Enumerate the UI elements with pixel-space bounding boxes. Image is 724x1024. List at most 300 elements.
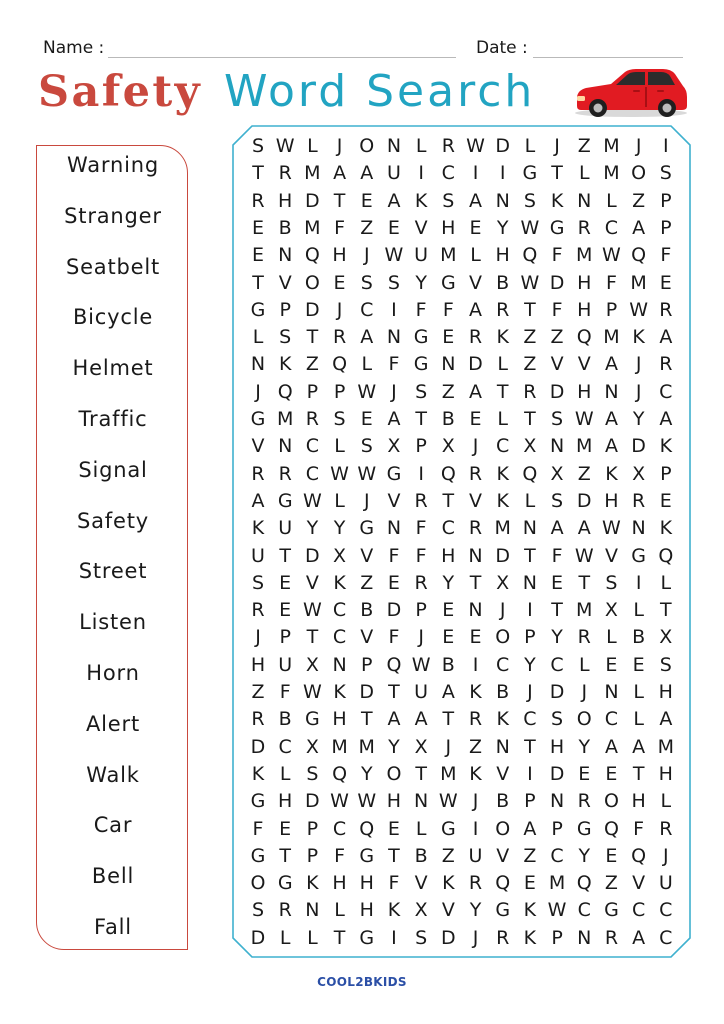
grid-letter[interactable]: D: [495, 135, 510, 157]
grid-letter[interactable]: A: [632, 926, 646, 949]
grid-letter[interactable]: M: [276, 408, 294, 430]
grid-letter[interactable]: D: [576, 489, 592, 512]
grid-letter[interactable]: K: [414, 189, 428, 212]
grid-letter[interactable]: L: [279, 762, 291, 785]
grid-letter[interactable]: V: [604, 544, 618, 567]
grid-letter[interactable]: S: [523, 189, 536, 212]
grid-letter[interactable]: X: [305, 735, 319, 758]
grid-letter[interactable]: F: [605, 271, 617, 294]
grid-letter[interactable]: J: [472, 790, 479, 813]
grid-letter[interactable]: C: [604, 708, 619, 731]
grid-letter[interactable]: W: [438, 790, 458, 813]
grid-letter[interactable]: C: [577, 899, 591, 922]
grid-letter[interactable]: Q: [332, 762, 348, 785]
grid-letter[interactable]: H: [250, 653, 266, 676]
grid-letter[interactable]: F: [551, 544, 563, 567]
grid-letter[interactable]: P: [306, 844, 319, 867]
grid-letter[interactable]: F: [252, 817, 264, 840]
grid-letter[interactable]: D: [250, 926, 266, 949]
grid-letter[interactable]: E: [632, 653, 645, 676]
grid-letter[interactable]: W: [330, 790, 349, 813]
grid-letter[interactable]: T: [306, 626, 319, 649]
grid-letter[interactable]: G: [413, 326, 429, 349]
grid-letter[interactable]: T: [388, 844, 400, 867]
grid-letter[interactable]: C: [523, 708, 537, 731]
grid-letter[interactable]: A: [604, 353, 618, 376]
grid-letter[interactable]: S: [360, 271, 373, 294]
grid-letter[interactable]: G: [522, 162, 538, 185]
grid-letter[interactable]: P: [415, 599, 427, 622]
grid-letter[interactable]: C: [332, 599, 347, 622]
grid-letter[interactable]: A: [469, 298, 482, 321]
grid-letter[interactable]: E: [469, 408, 482, 430]
grid-letter[interactable]: A: [414, 708, 428, 731]
grid-letter[interactable]: N: [549, 790, 565, 813]
grid-letter[interactable]: G: [576, 817, 592, 840]
grid-letter[interactable]: C: [550, 844, 564, 867]
grid-letter[interactable]: E: [251, 216, 264, 239]
grid-letter[interactable]: A: [469, 189, 482, 212]
grid-letter[interactable]: J: [363, 489, 370, 512]
grid-letter[interactable]: F: [334, 844, 346, 867]
grid-letter[interactable]: G: [277, 489, 293, 512]
grid-letter[interactable]: I: [527, 599, 533, 622]
grid-letter[interactable]: I: [418, 462, 424, 485]
grid-letter[interactable]: R: [468, 462, 483, 485]
grid-letter[interactable]: Q: [603, 817, 619, 840]
grid-letter[interactable]: G: [250, 298, 266, 321]
grid-letter[interactable]: R: [496, 926, 510, 949]
grid-letter[interactable]: H: [278, 189, 293, 212]
grid-letter[interactable]: M: [304, 162, 321, 185]
grid-letter[interactable]: P: [551, 926, 563, 949]
grid-letter[interactable]: X: [387, 435, 401, 458]
grid-letter[interactable]: Q: [576, 326, 592, 349]
grid-letter[interactable]: X: [632, 462, 646, 485]
grid-letter[interactable]: R: [278, 899, 292, 922]
grid-letter[interactable]: H: [495, 244, 510, 267]
grid-letter[interactable]: K: [442, 872, 455, 895]
grid-letter[interactable]: L: [660, 571, 672, 594]
grid-letter[interactable]: H: [577, 380, 592, 403]
grid-letter[interactable]: Z: [468, 735, 483, 758]
grid-letter[interactable]: F: [633, 817, 645, 840]
grid-letter[interactable]: G: [250, 790, 266, 813]
grid-letter[interactable]: A: [659, 708, 673, 731]
grid-letter[interactable]: Z: [577, 135, 591, 157]
grid-letter[interactable]: C: [604, 216, 619, 239]
grid-letter[interactable]: A: [659, 408, 673, 430]
grid-letter[interactable]: C: [332, 626, 347, 649]
grid-letter[interactable]: Q: [522, 244, 538, 267]
grid-letter[interactable]: T: [551, 599, 563, 622]
grid-letter[interactable]: I: [391, 926, 397, 949]
grid-letter[interactable]: Q: [304, 244, 320, 267]
grid-letter[interactable]: O: [304, 271, 320, 294]
grid-letter[interactable]: R: [414, 571, 428, 594]
grid-letter[interactable]: C: [305, 435, 320, 458]
grid-letter[interactable]: N: [495, 735, 510, 758]
grid-letter[interactable]: J: [255, 380, 261, 403]
grid-letter[interactable]: E: [469, 626, 482, 649]
grid-letter[interactable]: L: [279, 926, 291, 949]
grid-letter[interactable]: L: [334, 489, 345, 512]
grid-letter[interactable]: Y: [632, 408, 645, 430]
grid-letter[interactable]: Z: [305, 353, 319, 376]
grid-letter[interactable]: J: [391, 380, 397, 403]
grid-letter[interactable]: R: [278, 162, 292, 185]
grid-letter[interactable]: N: [522, 571, 537, 594]
grid-letter[interactable]: L: [334, 435, 345, 458]
grid-letter[interactable]: Y: [333, 517, 346, 540]
grid-letter[interactable]: J: [336, 135, 343, 157]
grid-letter[interactable]: J: [635, 380, 642, 403]
grid-letter[interactable]: Q: [576, 872, 592, 895]
grid-letter[interactable]: U: [278, 653, 293, 676]
grid-letter[interactable]: D: [250, 735, 266, 758]
grid-letter[interactable]: T: [279, 844, 291, 867]
grid-letter[interactable]: E: [659, 489, 672, 512]
grid-letter[interactable]: O: [631, 162, 647, 185]
grid-letter[interactable]: T: [442, 708, 455, 731]
grid-letter[interactable]: O: [386, 762, 402, 785]
grid-letter[interactable]: L: [361, 353, 373, 376]
grid-letter[interactable]: K: [523, 899, 537, 922]
grid-letter[interactable]: S: [251, 571, 265, 594]
grid-letter[interactable]: W: [629, 298, 649, 321]
grid-letter[interactable]: W: [302, 681, 322, 703]
grid-letter[interactable]: M: [548, 872, 566, 895]
grid-letter[interactable]: C: [332, 817, 347, 840]
grid-letter[interactable]: P: [306, 380, 319, 403]
grid-letter[interactable]: L: [606, 626, 617, 649]
grid-letter[interactable]: S: [551, 408, 564, 430]
grid-letter[interactable]: E: [333, 271, 346, 294]
grid-letter[interactable]: E: [360, 408, 373, 430]
grid-letter[interactable]: T: [578, 571, 591, 594]
grid-letter[interactable]: Z: [360, 216, 374, 239]
grid-letter[interactable]: D: [305, 298, 320, 321]
grid-letter[interactable]: Y: [496, 216, 509, 239]
grid-letter[interactable]: Q: [359, 817, 375, 840]
grid-letter[interactable]: W: [520, 216, 540, 239]
grid-letter[interactable]: L: [497, 408, 508, 430]
grid-letter[interactable]: Q: [631, 844, 647, 867]
grid-letter[interactable]: P: [660, 216, 672, 239]
grid-letter[interactable]: Q: [495, 872, 511, 895]
grid-letter[interactable]: W: [275, 135, 295, 157]
grid-letter[interactable]: S: [659, 653, 672, 676]
grid-letter[interactable]: R: [441, 135, 455, 157]
grid-letter[interactable]: H: [658, 762, 673, 785]
grid-letter[interactable]: J: [363, 244, 370, 267]
grid-letter[interactable]: F: [442, 298, 454, 321]
grid-letter[interactable]: N: [386, 517, 402, 540]
grid-letter[interactable]: T: [551, 162, 563, 185]
grid-letter[interactable]: G: [359, 926, 375, 949]
grid-letter[interactable]: R: [468, 326, 483, 349]
grid-letter[interactable]: L: [578, 653, 590, 676]
grid-letter[interactable]: J: [554, 135, 560, 157]
grid-letter[interactable]: H: [441, 216, 456, 239]
grid-letter[interactable]: V: [360, 544, 374, 567]
grid-letter[interactable]: T: [252, 162, 264, 185]
grid-letter[interactable]: E: [279, 817, 292, 840]
grid-letter[interactable]: H: [441, 544, 456, 567]
grid-letter[interactable]: E: [469, 216, 482, 239]
grid-letter[interactable]: S: [251, 135, 265, 157]
grid-letter[interactable]: T: [415, 762, 427, 785]
grid-letter[interactable]: K: [523, 926, 537, 949]
grid-letter[interactable]: S: [551, 708, 564, 731]
grid-letter[interactable]: P: [333, 380, 346, 403]
grid-letter[interactable]: U: [658, 872, 673, 895]
grid-letter[interactable]: N: [441, 353, 456, 376]
grid-letter[interactable]: V: [469, 489, 482, 512]
grid-letter[interactable]: J: [445, 735, 452, 758]
grid-letter[interactable]: R: [468, 872, 483, 895]
grid-letter[interactable]: H: [577, 298, 592, 321]
grid-letter[interactable]: U: [278, 517, 293, 540]
grid-letter[interactable]: K: [496, 462, 509, 485]
grid-letter[interactable]: V: [469, 271, 482, 294]
grid-letter[interactable]: G: [604, 899, 619, 922]
grid-letter[interactable]: A: [251, 489, 265, 512]
grid-letter[interactable]: L: [524, 489, 536, 512]
grid-letter[interactable]: W: [411, 653, 431, 676]
grid-letter[interactable]: Y: [469, 899, 482, 922]
grid-letter[interactable]: Z: [441, 380, 455, 403]
name-field[interactable]: [108, 57, 456, 58]
grid-letter[interactable]: D: [495, 544, 510, 567]
grid-letter[interactable]: X: [414, 899, 428, 922]
grid-letter[interactable]: E: [605, 653, 618, 676]
grid-letter[interactable]: F: [415, 544, 427, 567]
grid-letter[interactable]: O: [576, 708, 592, 731]
grid-letter[interactable]: Q: [522, 462, 538, 485]
grid-letter[interactable]: M: [576, 244, 593, 267]
grid-letter[interactable]: J: [255, 626, 261, 649]
grid-letter[interactable]: V: [251, 435, 265, 458]
grid-letter[interactable]: E: [442, 599, 455, 622]
grid-letter[interactable]: G: [549, 216, 565, 239]
grid-letter[interactable]: W: [330, 462, 349, 485]
grid-letter[interactable]: N: [278, 435, 293, 458]
grid-letter[interactable]: Y: [442, 571, 455, 594]
grid-letter[interactable]: R: [496, 298, 510, 321]
grid-letter[interactable]: T: [333, 189, 346, 212]
grid-letter[interactable]: O: [250, 872, 266, 895]
grid-letter[interactable]: L: [334, 899, 345, 922]
grid-letter[interactable]: A: [632, 735, 646, 758]
grid-letter[interactable]: F: [388, 626, 400, 649]
grid-letter[interactable]: G: [495, 899, 511, 922]
grid-letter[interactable]: D: [386, 599, 402, 622]
grid-letter[interactable]: H: [658, 681, 673, 703]
grid-letter[interactable]: T: [524, 408, 536, 430]
grid-letter[interactable]: T: [333, 926, 346, 949]
grid-letter[interactable]: A: [604, 408, 618, 430]
grid-letter[interactable]: G: [277, 872, 293, 895]
grid-letter[interactable]: W: [357, 380, 377, 403]
grid-letter[interactable]: N: [631, 517, 646, 540]
grid-letter[interactable]: P: [660, 189, 672, 212]
date-field[interactable]: [533, 57, 683, 58]
grid-letter[interactable]: R: [332, 326, 347, 349]
grid-letter[interactable]: P: [306, 817, 319, 840]
grid-letter[interactable]: G: [386, 462, 402, 485]
grid-letter[interactable]: L: [660, 790, 672, 813]
grid-letter[interactable]: P: [279, 298, 291, 321]
grid-letter[interactable]: B: [496, 271, 510, 294]
grid-letter[interactable]: K: [605, 462, 618, 485]
grid-letter[interactable]: T: [279, 544, 291, 567]
grid-letter[interactable]: A: [387, 708, 401, 731]
grid-letter[interactable]: M: [576, 435, 593, 458]
grid-letter[interactable]: Y: [578, 735, 591, 758]
grid-letter[interactable]: L: [497, 353, 508, 376]
grid-letter[interactable]: C: [441, 162, 455, 185]
grid-letter[interactable]: L: [307, 926, 318, 949]
grid-letter[interactable]: N: [414, 790, 429, 813]
grid-letter[interactable]: J: [499, 599, 506, 622]
grid-letter[interactable]: Y: [415, 271, 427, 294]
grid-letter[interactable]: T: [524, 544, 536, 567]
grid-letter[interactable]: D: [549, 380, 565, 403]
grid-letter[interactable]: C: [659, 926, 673, 949]
grid-letter[interactable]: K: [333, 681, 346, 703]
grid-letter[interactable]: J: [472, 435, 479, 458]
grid-letter[interactable]: K: [306, 872, 319, 895]
grid-letter[interactable]: C: [659, 380, 673, 403]
grid-letter[interactable]: F: [551, 244, 563, 267]
grid-letter[interactable]: G: [250, 408, 266, 430]
grid-letter[interactable]: H: [577, 271, 592, 294]
grid-letter[interactable]: V: [278, 271, 292, 294]
grid-letter[interactable]: W: [574, 544, 594, 567]
grid-letter[interactable]: E: [442, 326, 455, 349]
grid-letter[interactable]: V: [441, 899, 455, 922]
grid-letter[interactable]: W: [357, 790, 377, 813]
grid-letter[interactable]: E: [279, 599, 292, 622]
grid-letter[interactable]: D: [631, 435, 646, 458]
grid-letter[interactable]: L: [524, 135, 536, 157]
grid-letter[interactable]: T: [524, 298, 536, 321]
grid-letter[interactable]: V: [387, 489, 401, 512]
grid-letter[interactable]: N: [604, 681, 619, 703]
grid-letter[interactable]: Z: [604, 872, 618, 895]
grid-letter[interactable]: R: [659, 298, 673, 321]
grid-letter[interactable]: C: [278, 735, 292, 758]
grid-letter[interactable]: G: [359, 844, 375, 867]
grid-letter[interactable]: R: [278, 462, 292, 485]
grid-letter[interactable]: S: [605, 571, 618, 594]
grid-letter[interactable]: Y: [388, 735, 400, 758]
grid-letter[interactable]: B: [441, 653, 455, 676]
grid-letter[interactable]: F: [388, 353, 400, 376]
grid-letter[interactable]: N: [522, 517, 537, 540]
grid-letter[interactable]: X: [414, 735, 428, 758]
grid-letter[interactable]: H: [332, 244, 347, 267]
grid-letter[interactable]: R: [632, 489, 646, 512]
grid-letter[interactable]: L: [415, 817, 427, 840]
grid-letter[interactable]: Q: [631, 244, 647, 267]
grid-letter[interactable]: V: [577, 353, 591, 376]
grid-letter[interactable]: G: [250, 844, 266, 867]
grid-letter[interactable]: K: [251, 762, 265, 785]
grid-letter[interactable]: M: [603, 162, 620, 185]
grid-letter[interactable]: U: [468, 844, 483, 867]
grid-letter[interactable]: V: [496, 844, 510, 867]
grid-letter[interactable]: R: [577, 216, 591, 239]
grid-letter[interactable]: U: [251, 544, 265, 567]
grid-letter[interactable]: T: [306, 326, 319, 349]
grid-letter[interactable]: C: [631, 899, 646, 922]
grid-letter[interactable]: P: [415, 435, 427, 458]
grid-letter[interactable]: D: [440, 926, 456, 949]
grid-letter[interactable]: N: [577, 189, 592, 212]
grid-letter[interactable]: N: [468, 599, 483, 622]
grid-letter[interactable]: Q: [386, 653, 402, 676]
grid-letter[interactable]: H: [604, 489, 619, 512]
grid-letter[interactable]: U: [414, 244, 429, 267]
grid-letter[interactable]: I: [472, 653, 479, 676]
grid-letter[interactable]: J: [418, 626, 424, 649]
grid-letter[interactable]: I: [499, 162, 506, 185]
grid-letter[interactable]: C: [550, 653, 564, 676]
grid-letter[interactable]: A: [360, 326, 374, 349]
grid-letter[interactable]: D: [305, 544, 320, 567]
grid-letter[interactable]: A: [604, 435, 618, 458]
grid-letter[interactable]: W: [547, 899, 567, 922]
grid-letter[interactable]: S: [659, 162, 672, 185]
grid-letter[interactable]: J: [635, 135, 642, 157]
grid-letter[interactable]: V: [305, 571, 319, 594]
grid-letter[interactable]: L: [252, 326, 264, 349]
grid-letter[interactable]: V: [360, 626, 374, 649]
grid-letter[interactable]: X: [659, 626, 673, 649]
grid-letter[interactable]: F: [388, 872, 400, 895]
grid-letter[interactable]: S: [306, 762, 319, 785]
grid-letter[interactable]: D: [549, 762, 565, 785]
grid-letter[interactable]: I: [527, 762, 533, 785]
grid-letter[interactable]: J: [527, 681, 533, 703]
grid-letter[interactable]: M: [440, 244, 457, 267]
grid-letter[interactable]: R: [577, 790, 591, 813]
grid-letter[interactable]: S: [442, 189, 455, 212]
grid-letter[interactable]: T: [632, 762, 645, 785]
grid-letter[interactable]: E: [605, 844, 618, 867]
grid-letter[interactable]: V: [550, 353, 564, 376]
grid-letter[interactable]: K: [469, 681, 482, 703]
grid-letter[interactable]: F: [415, 517, 427, 540]
grid-letter[interactable]: R: [468, 517, 483, 540]
grid-letter[interactable]: E: [360, 189, 373, 212]
grid-letter[interactable]: Z: [523, 326, 537, 349]
grid-letter[interactable]: E: [442, 626, 455, 649]
grid-letter[interactable]: H: [332, 872, 347, 895]
grid-letter[interactable]: A: [550, 517, 564, 540]
grid-letter[interactable]: W: [602, 244, 621, 267]
grid-letter[interactable]: R: [251, 599, 265, 622]
grid-letter[interactable]: B: [414, 844, 428, 867]
grid-letter[interactable]: O: [359, 135, 375, 157]
grid-letter[interactable]: I: [472, 817, 479, 840]
grid-letter[interactable]: K: [251, 517, 265, 540]
grid-letter[interactable]: K: [469, 762, 482, 785]
grid-letter[interactable]: P: [361, 653, 373, 676]
grid-letter[interactable]: Q: [440, 462, 456, 485]
